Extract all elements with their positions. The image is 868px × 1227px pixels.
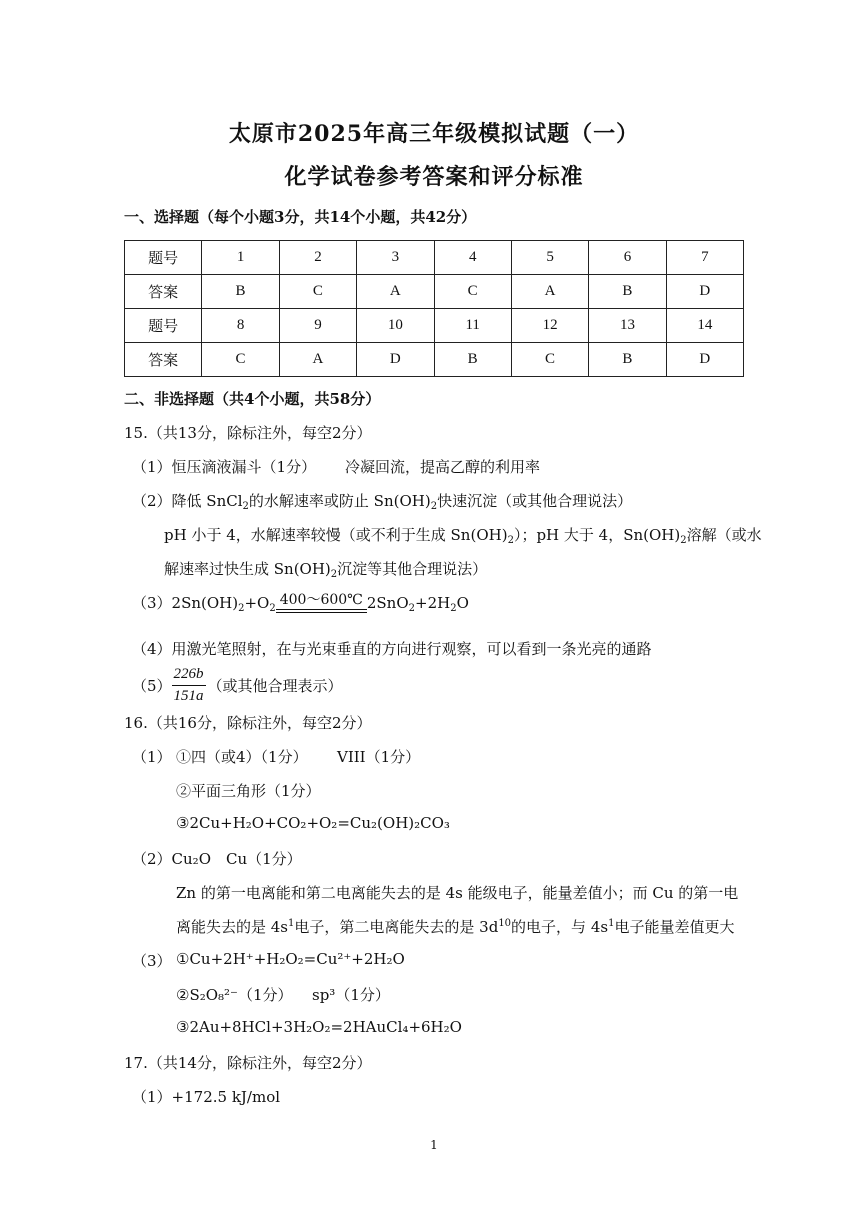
section-heading-choice: 一、选择题（每个小题3分，共14个小题，共42分） xyxy=(124,208,477,226)
q16-part-1-a: ①四（或4）（1分） xyxy=(176,748,308,766)
table-cell: A xyxy=(357,275,434,309)
q15-answer-2: （2）降低 SnCl$_2$的水解速率或防止 $Sn(OH)_2$快速沉淀（或其他合理说法） xyxy=(132,492,633,512)
table-cell: C xyxy=(202,343,279,377)
q15-answer-2-line3: 解速率过快生成 $Sn(OH)_2$沉淀等其他合理说法） xyxy=(164,560,488,580)
table-cell: A xyxy=(279,343,356,377)
q15-answer-5: （5） $\frac{226b}{151a}$ （或其他合理表示） xyxy=(132,666,343,704)
q17-part-1: （1）+172.5 kJ/mol xyxy=(132,1088,281,1106)
q16-part-3-c: ③2Au+8HCl+3H₂O₂=2HAuCl₄+6H₂O xyxy=(176,1018,462,1036)
q17-header: 17.（共14分，除标注外，每空2分） xyxy=(124,1054,372,1072)
page-number: 1 xyxy=(430,1138,438,1152)
q15-answer-1: 冷凝回流，提高乙醇的利用率 xyxy=(345,458,541,476)
table-cell: 1 xyxy=(202,241,279,275)
q16-part-2-b: Cu（1分） xyxy=(226,850,302,868)
table-cell: 6 xyxy=(589,241,666,275)
table-cell: D xyxy=(666,275,743,309)
q16-part-3-b1: ②S₂O₈²⁻（1分） xyxy=(176,986,293,1004)
q15-answer-1-label: （1）恒压滴液漏斗（1分） xyxy=(132,458,317,476)
table-cell: 10 xyxy=(357,309,434,343)
table-cell: 11 xyxy=(434,309,511,343)
q16-part-1-b: VIII（1分） xyxy=(337,748,421,766)
q15-answer-2-line2: pH 小于 4，水解速率较慢（或不利于生成 $Sn(OH)_2$）；pH 大于 4，$Sn(OH)_2$溶解（或水 xyxy=(164,526,762,546)
document-subtitle: 化学试卷参考答案和评分标准 xyxy=(284,164,584,190)
table-row xyxy=(125,343,744,377)
table-row-header-cell: 答案 xyxy=(125,275,202,309)
document-title: 太原市2025年高三年级模拟试题（一） xyxy=(228,121,640,147)
q15-answer-3-equation: $(3)2Sn(OH)_2+O_2$ 400～600℃ $2SnO_2+2H_2O$ xyxy=(132,592,469,614)
table-row xyxy=(125,275,744,309)
q16-part-2-text-line1: Zn 的第一电离能和第二电离能失去的是 4s 能级电子，能量差值小；而 Cu 的第一电 xyxy=(176,884,739,902)
q16-part-2-label: （2）Cu₂O xyxy=(132,850,211,868)
table-cell: D xyxy=(666,343,743,377)
table-cell: 2 xyxy=(279,241,356,275)
table-cell: D xyxy=(357,343,434,377)
table-cell: 7 xyxy=(666,241,743,275)
table-cell: 4 xyxy=(434,241,511,275)
table-row-header-cell: 题号 xyxy=(125,241,202,275)
table-cell: B xyxy=(202,275,279,309)
q16-part-1-d: ③2Cu+H₂O+CO₂+O₂=Cu₂(OH)₂CO₃ xyxy=(176,814,450,832)
q15-header: 15.（共13分，除标注外，每空2分） xyxy=(124,424,372,442)
table-row xyxy=(125,241,744,275)
table-cell: 12 xyxy=(511,309,588,343)
table-cell: C xyxy=(434,275,511,309)
table-cell: C xyxy=(279,275,356,309)
table-cell: 14 xyxy=(666,309,743,343)
answer-table xyxy=(124,240,744,377)
table-cell: 3 xyxy=(357,241,434,275)
table-cell: 8 xyxy=(202,309,279,343)
table-row xyxy=(125,309,744,343)
fraction: $\frac{226b}{151a}$ xyxy=(173,666,204,704)
table-cell: 5 xyxy=(511,241,588,275)
table-cell: A xyxy=(511,275,588,309)
q16-part-1-label: （1） xyxy=(132,748,172,766)
q16-part-1-c: ②平面三角形（1分） xyxy=(176,782,321,800)
table-cell: 9 xyxy=(279,309,356,343)
q16-part-3-label: （3） xyxy=(132,952,172,970)
q16-header: 16.（共16分，除标注外，每空2分） xyxy=(124,714,372,732)
q16-part-2-text-line2: 离能失去的是 $4s^1$电子，第二电离能失去的是 $3d^{10}$的电子，与 $4s^1$电子能量差值更大 xyxy=(176,918,735,936)
table-cell: B xyxy=(589,343,666,377)
table-row-header-cell: 题号 xyxy=(125,309,202,343)
table-cell: C xyxy=(511,343,588,377)
table-cell: 13 xyxy=(589,309,666,343)
q16-part-3-b2: sp³（1分） xyxy=(312,986,390,1004)
reaction-condition-arrow: 400～600℃ xyxy=(276,592,367,613)
q16-part-3-a: ①Cu+2H⁺+H₂O₂=Cu²⁺+2H₂O xyxy=(176,950,405,968)
section-heading-nonchoice: 二、非选择题（共4个小题，共58分） xyxy=(124,390,381,408)
q15-answer-4: （4）用激光笔照射，在与光束垂直的方向进行观察，可以看到一条光亮的通路 xyxy=(132,640,652,658)
table-row-header-cell: 答案 xyxy=(125,343,202,377)
table-cell: B xyxy=(589,275,666,309)
table-cell: B xyxy=(434,343,511,377)
